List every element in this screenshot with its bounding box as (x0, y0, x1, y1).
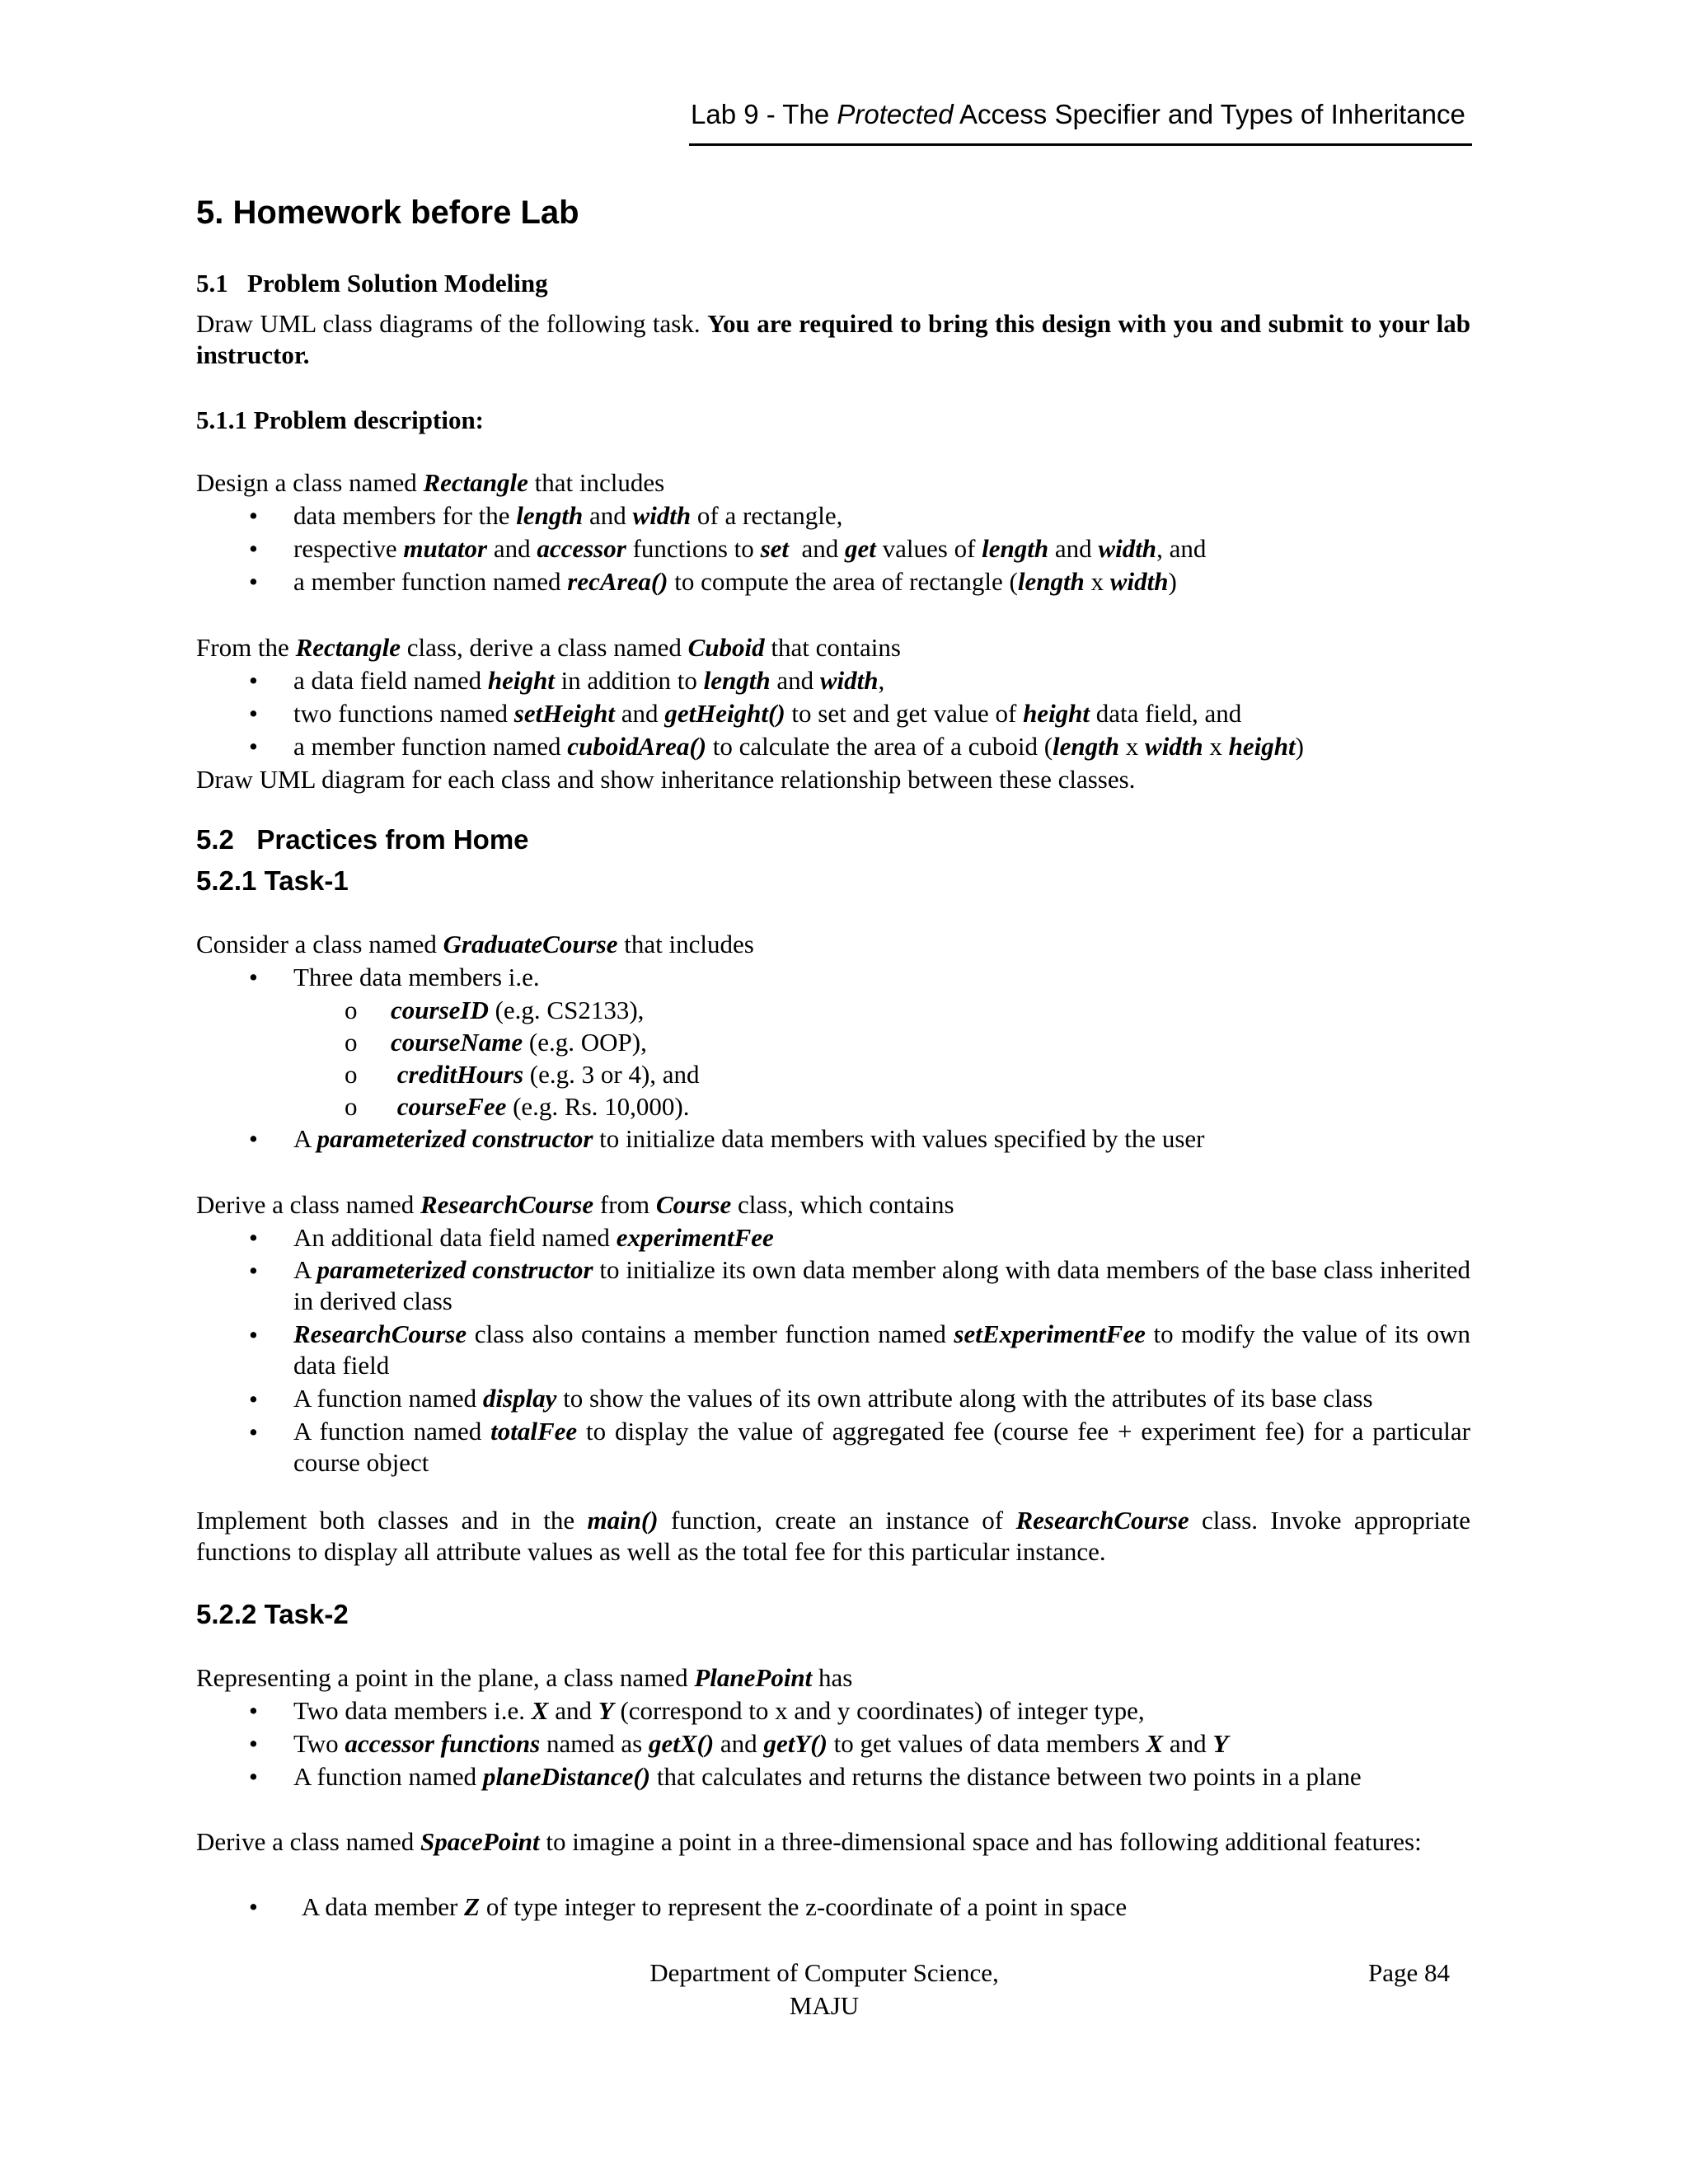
subsubsection-heading: 5.2.1 Task-1 (196, 865, 349, 896)
bullet-icon: • (249, 501, 258, 530)
list-item: data members for the length and width of a rectangle, (293, 501, 843, 530)
circle-bullet-icon: o (345, 1092, 358, 1121)
bullet-icon: • (249, 699, 258, 728)
paragraph: Design a class named Rectangle that includes (196, 468, 665, 497)
bullet-icon: • (249, 1418, 258, 1446)
footer-department: Department of Computer Science, MAJU (649, 1958, 999, 2020)
page-number: Page 84 (1368, 1958, 1451, 1987)
bullet-icon: • (249, 1892, 258, 1921)
list-item: A parameterized constructor to initialize data members with values specified by the user (293, 1124, 1205, 1153)
list-item: Two data members i.e. X and Y (correspond to x and y coordinates) of integer type, (293, 1696, 1145, 1725)
circle-bullet-icon: o (345, 1028, 358, 1057)
bullet-icon: • (249, 1256, 258, 1285)
list-item: Three data members i.e. (293, 963, 540, 991)
list-item: ResearchCourse class also contains a member function named setExperimentFee to modify the value of its own data field (293, 1319, 1470, 1380)
sub-list-item: courseID (e.g. CS2133), (391, 996, 645, 1024)
subsection-heading: 5.1 Problem Solution Modeling (196, 269, 548, 298)
list-item: a member function named recArea() to compute the area of rectangle (length x width) (293, 567, 1177, 596)
list-item: respective mutator and accessor functions to set and get values of length and width, and (293, 534, 1207, 563)
sub-list-item: creditHours (e.g. 3 or 4), and (391, 1060, 700, 1089)
bullet-icon: • (249, 1729, 258, 1758)
paragraph: Derive a class named ResearchCourse from Course class, which contains (196, 1190, 954, 1219)
bullet-icon: • (249, 1223, 258, 1252)
subsection-heading: 5.2 Practices from Home (196, 824, 529, 855)
list-item: Two accessor functions named as getX() and getY() to get values of data members X and Y (293, 1729, 1229, 1758)
paragraph: Derive a class named SpacePoint to imagine a point in a three-dimensional space and has following additional features: (196, 1827, 1422, 1856)
header-rule (689, 143, 1472, 146)
bullet-icon: • (249, 1385, 258, 1413)
bullet-icon: • (249, 666, 258, 695)
circle-bullet-icon: o (345, 996, 358, 1024)
sub-list-item: courseFee (e.g. Rs. 10,000). (391, 1092, 690, 1121)
bullet-icon: • (249, 1124, 258, 1153)
circle-bullet-icon: o (345, 1060, 358, 1089)
paragraph: From the Rectangle class, derive a class named Cuboid that contains (196, 633, 901, 662)
paragraph: Draw UML class diagrams of the following task. You are required to bring this design with you and submit to your lab instructor. (196, 309, 1470, 369)
paragraph: Draw UML diagram for each class and show inheritance relationship between these classes. (196, 765, 1136, 794)
list-item: a member function named cuboidArea() to calculate the area of a cuboid (length x width x height) (293, 732, 1304, 761)
bullet-icon: • (249, 534, 258, 563)
running-header: Lab 9 - The Protected Access Specifier and Types of Inheritance (691, 99, 1465, 129)
list-item: A data member Z of type integer to represent the z-coordinate of a point in space (302, 1892, 1128, 1921)
paragraph: Implement both classes and in the main() function, create an instance of ResearchCourse class. Invoke appropriate functions to display all attribute values as well as the total fee for this particular instance. (196, 1506, 1470, 1566)
bullet-icon: • (249, 1762, 258, 1791)
sub-list-item: courseName (e.g. OOP), (391, 1028, 647, 1057)
bullet-icon: • (249, 732, 258, 761)
bullet-icon: • (249, 963, 258, 991)
bullet-icon: • (249, 1696, 258, 1725)
list-item: A function named planeDistance() that calculates and returns the distance between two points in a plane (293, 1762, 1362, 1791)
bullet-icon: • (249, 1320, 258, 1349)
subsubsection-heading: 5.1.1 Problem description: (196, 405, 485, 434)
subsubsection-heading: 5.2.2 Task-2 (196, 1599, 349, 1629)
list-item: A parameterized constructor to initialize its own data member along with data members of the base class inherited in derived class (293, 1255, 1470, 1315)
list-item: two functions named setHeight and getHeight() to set and get value of height data field, and (293, 699, 1242, 728)
list-item: A function named display to show the values of its own attribute along with the attributes of its base class (293, 1384, 1373, 1413)
list-item: An additional data field named experimentFee (293, 1223, 774, 1252)
paragraph: Representing a point in the plane, a class named PlanePoint has (196, 1663, 853, 1692)
list-item: A function named totalFee to display the value of aggregated fee (course fee + experiment fee) for a particular course object (293, 1417, 1470, 1477)
section-heading: 5. Homework before Lab (196, 194, 579, 231)
bullet-icon: • (249, 567, 258, 596)
list-item: a data field named height in addition to length and width, (293, 666, 885, 695)
paragraph: Consider a class named GraduateCourse that includes (196, 930, 754, 958)
